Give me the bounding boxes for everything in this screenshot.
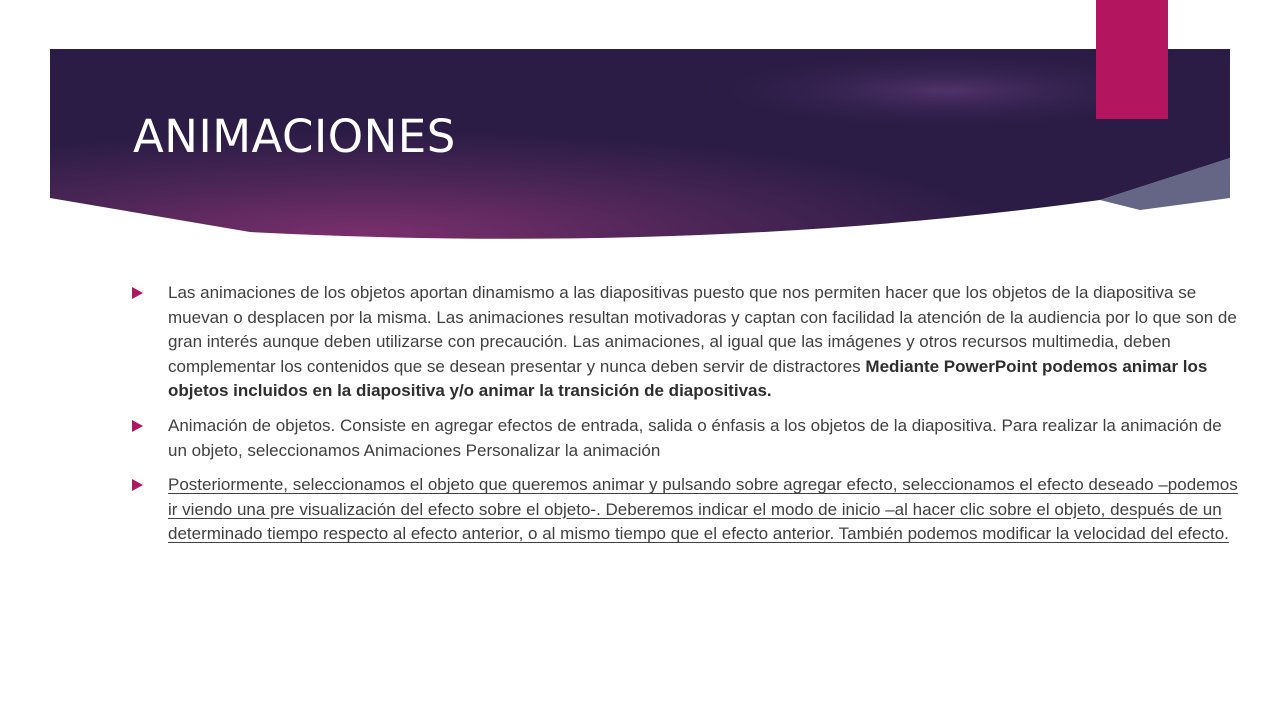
bullet-item-2 [132, 414, 1242, 463]
bullet-list [132, 281, 1242, 557]
triangle-bullet-icon [132, 479, 143, 491]
bullet-bold-text: Mediante PowerPoint podemos animar los objetos incluidos en la diapositiva y/o animar la transición de diapositivas. [168, 356, 1208, 401]
bullet-item-1 [132, 281, 1242, 404]
bullet-text: Las animaciones de los objetos aportan dinamismo a las diapositivas puesto que nos permiten hacer que los objetos de la diapositiva se muevan o desplacen por la misma. Las animaciones resultan motivadoras y captan con facilidad la atención de la audiencia por lo que son de gran interés aunque deben utilizarse con precaución. Las animaciones, al igual que las imágenes y otros recursos multimedia, deben complementar los contenidos que se desean presentar y nunca deben servir de distractores [168, 283, 1237, 376]
bullet-text: Animación de objetos. Consiste en agregar efectos de entrada, salida o énfasis a los objetos de la diapositiva. Para realizar la animación de un objeto, seleccionamos Animaciones Personalizar la animación [168, 415, 1222, 460]
accent-tab [1096, 0, 1168, 119]
bullet-text: Posteriormente, seleccionamos el objeto que queremos animar y pulsando sobre agregar efecto, seleccionamos el efecto deseado –podemos ir viendo una pre visualización del efecto sobre el objeto-. Deberemos indicar el modo de inicio –al hacer clic sobre el objeto, después de un determinado tiempo respecto al efecto anterior, o al mismo tiempo que el efecto anterior. También podemos modificar la velocidad del efecto. [168, 475, 1238, 544]
triangle-bullet-icon [132, 420, 143, 432]
bullet-item-3 [132, 473, 1242, 547]
slide-title: ANIMACIONES [133, 110, 456, 163]
triangle-bullet-icon [132, 287, 143, 299]
